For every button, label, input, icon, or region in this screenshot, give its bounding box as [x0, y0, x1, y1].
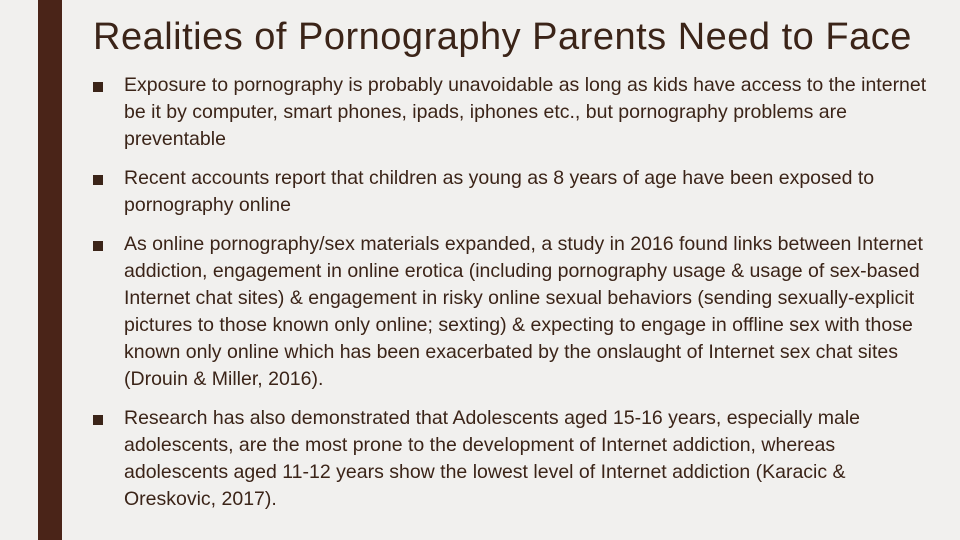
bullet-item: [93, 231, 943, 393]
square-bullet-icon: [93, 415, 103, 425]
square-bullet-icon: [93, 175, 103, 185]
bullet-text: Exposure to pornography is probably unavoidable as long as kids have access to the internet be it by computer, smart phones, ipads, iphones etc., but pornography problems are preventable: [124, 74, 927, 150]
slide-title: Realities of Pornography Parents Need to Face: [93, 16, 912, 58]
bullet-item: [93, 405, 943, 513]
bullet-text: Recent accounts report that children as young as 8 years of age have been exposed to pornography online: [124, 167, 875, 216]
bullet-item: [93, 165, 943, 219]
square-bullet-icon: [93, 241, 103, 251]
bullet-text: As online pornography/sex materials expanded, a study in 2016 found links between Internet addiction, engagement in online erotica (including pornography usage & usage of sex-based Internet chat sites) & engagement in risky online sexual behaviors (sending sexually-explicit pictures to those known only online; sexting) & expecting to engage in offline sex with those known only online which has been exacerbated by the onslaught of Internet sex chat sites (Drouin & Miller, 2016).: [124, 233, 923, 390]
bullet-item: [93, 72, 943, 153]
square-bullet-icon: [93, 82, 103, 92]
bullet-text: Research has also demonstrated that Adolescents aged 15-16 years, especially male adolescents, are the most prone to the development of Internet addiction, whereas adolescents aged 11-12 years show the lowest level of Internet addiction (Karacic & Oreskovic, 2017).: [124, 407, 861, 510]
bullet-list: [93, 72, 943, 525]
accent-bar: [38, 0, 62, 540]
